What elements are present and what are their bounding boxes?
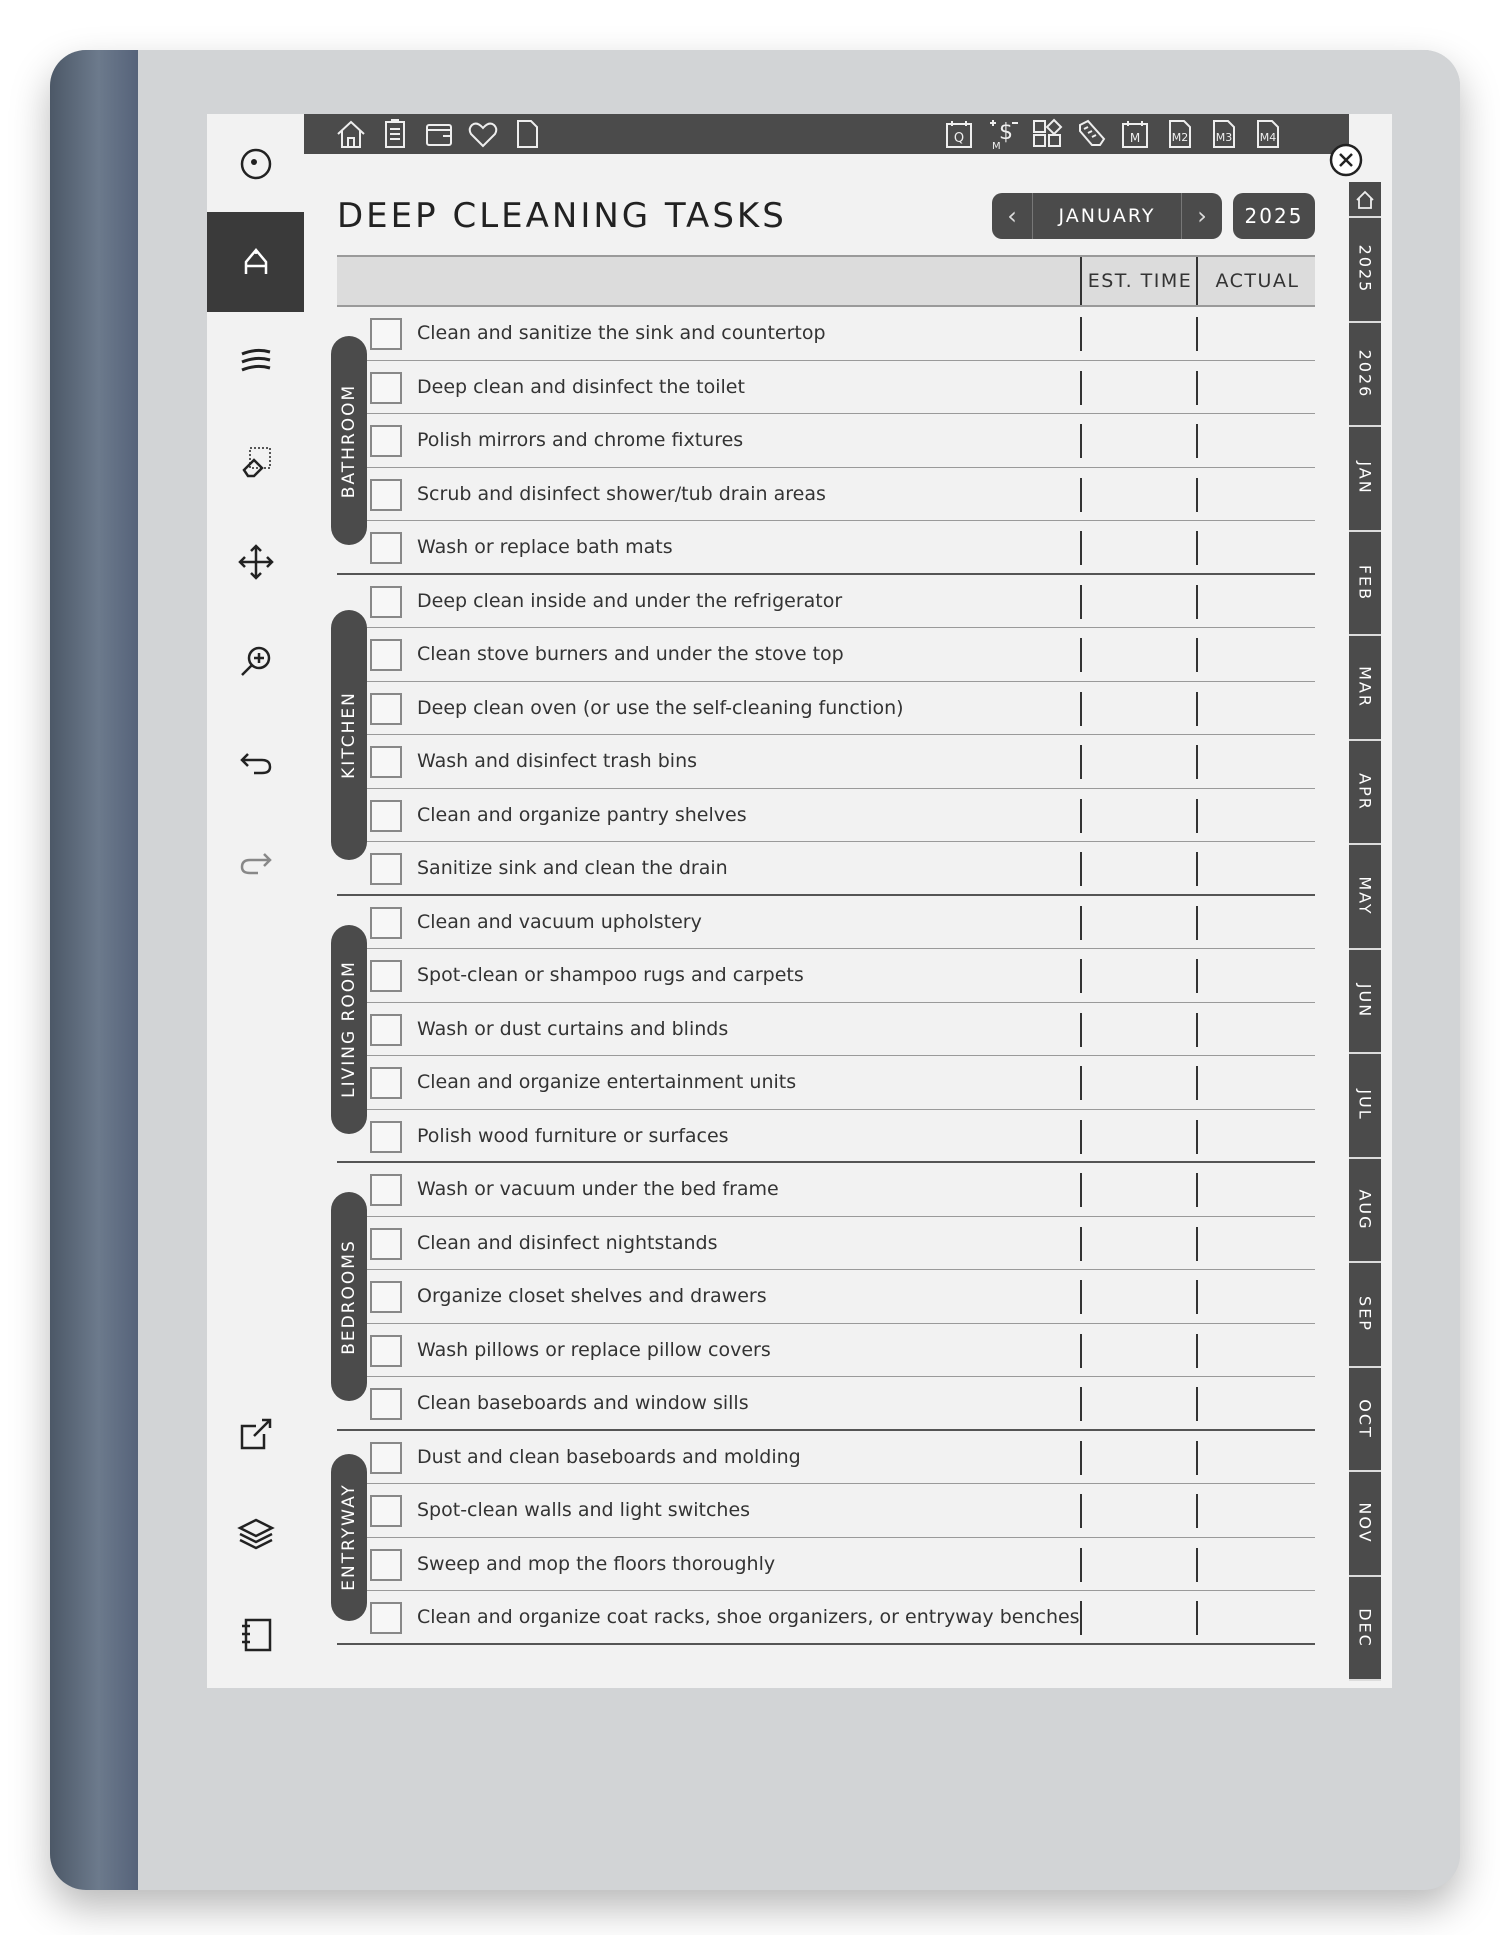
table-header: [337, 255, 1315, 307]
task-checkbox[interactable]: [370, 1281, 402, 1313]
est-time-cell[interactable]: [1080, 745, 1082, 779]
task-label: Clean and sanitize the sink and countertop: [417, 322, 826, 344]
est-time-cell[interactable]: [1080, 1120, 1082, 1154]
est-time-cell[interactable]: [1080, 1066, 1082, 1100]
device-spine: [50, 50, 138, 1890]
svg-text:M3: M3: [1215, 131, 1233, 144]
task-checkbox[interactable]: [370, 1549, 402, 1581]
task-label: Spot-clean or shampoo rugs and carpets: [417, 964, 804, 986]
money-icon[interactable]: [986, 117, 1020, 151]
table-row: [337, 1217, 1315, 1271]
actual-cell[interactable]: [1196, 1441, 1198, 1475]
month-icon[interactable]: [1118, 117, 1152, 151]
side-tab[interactable]: [1349, 1472, 1381, 1577]
est-time-cell[interactable]: [1080, 1280, 1082, 1314]
task-label: Dust and clean baseboards and molding: [417, 1445, 801, 1468]
task-checkbox[interactable]: [370, 907, 402, 939]
zoom-tool-button[interactable]: [207, 612, 304, 712]
side-tab-label: SEP: [1355, 1296, 1375, 1333]
next-month-button[interactable]: [1182, 193, 1222, 239]
est-time-cell[interactable]: [1080, 1227, 1082, 1261]
prev-month-button[interactable]: [992, 193, 1032, 239]
side-tab-label: OCT: [1355, 1398, 1375, 1439]
table-row: [337, 1591, 1315, 1645]
redo-button[interactable]: [207, 812, 304, 912]
home-icon[interactable]: [334, 117, 368, 151]
brush-strokes-icon: [236, 342, 276, 382]
task-label: Clean and organize coat racks, shoe organizers, or entryway benches: [417, 1606, 1080, 1628]
side-tab-label: 2025: [1355, 244, 1375, 294]
month3-icon[interactable]: [1206, 117, 1240, 151]
actual-cell[interactable]: [1196, 906, 1198, 940]
task-label: Clean and disinfect nightstands: [417, 1231, 718, 1254]
task-checkbox[interactable]: [370, 800, 402, 832]
home-icon: [1349, 182, 1381, 218]
notebook-button[interactable]: [207, 1584, 304, 1684]
task-label: Wash and disinfect trash bins: [417, 750, 698, 772]
left-toolbar: [207, 114, 304, 1688]
task-checkbox[interactable]: [370, 425, 402, 457]
est-time-cell[interactable]: [1080, 799, 1082, 833]
task-checkbox[interactable]: [370, 1121, 402, 1153]
task-checkbox[interactable]: [370, 318, 402, 350]
year-button[interactable]: 2025: [1233, 193, 1315, 239]
side-tab-label: APR: [1355, 772, 1375, 811]
actual-cell[interactable]: [1196, 371, 1198, 405]
est-time-cell[interactable]: [1080, 638, 1082, 672]
side-tab[interactable]: [1349, 1159, 1381, 1264]
eraser-icon: [236, 442, 276, 482]
habits-icon[interactable]: [1074, 117, 1108, 151]
table-row: [337, 842, 1315, 896]
table-row: [337, 1431, 1315, 1485]
task-checkbox[interactable]: [370, 746, 402, 778]
est-time-cell[interactable]: [1080, 585, 1082, 619]
pen-icon: [236, 242, 276, 282]
table-row: [337, 896, 1315, 950]
redo-icon: [236, 842, 276, 882]
actual-cell[interactable]: [1196, 1227, 1198, 1261]
side-tab[interactable]: [1349, 636, 1381, 741]
side-tab-label: AUG: [1355, 1189, 1375, 1231]
zoom-icon: [236, 642, 276, 682]
task-label: Polish mirrors and chrome fixtures: [417, 429, 744, 451]
task-checkbox[interactable]: [370, 1602, 402, 1634]
layers-button[interactable]: [207, 1484, 304, 1584]
eraser-tool-button[interactable]: [207, 412, 304, 512]
task-checkbox[interactable]: [370, 1442, 402, 1474]
svg-text:$: $: [999, 120, 1013, 145]
close-icon[interactable]: [1328, 142, 1364, 178]
task-checkbox[interactable]: [370, 693, 402, 725]
side-tab[interactable]: [1349, 427, 1381, 532]
actual-cell[interactable]: [1196, 585, 1198, 619]
month2-icon[interactable]: [1162, 117, 1196, 151]
side-tab[interactable]: [1349, 323, 1381, 428]
actual-cell[interactable]: [1196, 1387, 1198, 1421]
table-row: [337, 361, 1315, 415]
est-time-cell[interactable]: [1080, 1013, 1082, 1047]
est-time-cell[interactable]: [1080, 852, 1082, 886]
table-row: [337, 1324, 1315, 1378]
task-checkbox[interactable]: [370, 1495, 402, 1527]
task-checkbox[interactable]: [370, 1335, 402, 1367]
table-row: [337, 1163, 1315, 1217]
est-time-cell[interactable]: [1080, 531, 1082, 565]
actual-cell[interactable]: [1196, 1548, 1198, 1582]
menu-button[interactable]: [207, 114, 304, 214]
table-row: [337, 682, 1315, 736]
month4-icon[interactable]: [1250, 117, 1284, 151]
wallet-icon[interactable]: [422, 117, 456, 151]
task-checkbox[interactable]: [370, 639, 402, 671]
actual-cell[interactable]: [1196, 424, 1198, 458]
side-tab-label: MAR: [1355, 666, 1375, 709]
share-icon: [236, 1414, 276, 1454]
actual-cell[interactable]: [1196, 531, 1198, 565]
est-time-cell[interactable]: [1080, 959, 1082, 993]
task-checkbox[interactable]: [370, 1388, 402, 1420]
table-row: [337, 628, 1315, 682]
section-name: BATHROOM: [339, 383, 359, 498]
task-label: Wash pillows or replace pillow covers: [417, 1338, 771, 1361]
table-row: [337, 1538, 1315, 1592]
actual-cell[interactable]: [1196, 799, 1198, 833]
table-row: [337, 1270, 1315, 1324]
section-name: LIVING ROOM: [339, 960, 359, 1099]
table-row: [337, 575, 1315, 629]
est-time-cell[interactable]: [1080, 478, 1082, 512]
side-tab-label: DEC: [1355, 1607, 1375, 1648]
est-time-cell[interactable]: [1080, 1494, 1082, 1528]
task-checkbox[interactable]: [370, 853, 402, 885]
actual-cell[interactable]: [1196, 638, 1198, 672]
est-time-cell[interactable]: [1080, 1173, 1082, 1207]
move-tool-button[interactable]: [207, 512, 304, 612]
table-row: [337, 1377, 1315, 1431]
est-time-cell[interactable]: [1080, 692, 1082, 726]
est-time-cell[interactable]: [1080, 1387, 1082, 1421]
task-checkbox[interactable]: [370, 960, 402, 992]
actual-cell[interactable]: [1196, 1334, 1198, 1368]
est-time-cell[interactable]: [1080, 1601, 1082, 1635]
heart-icon[interactable]: [466, 117, 500, 151]
side-tab-label: NOV: [1355, 1502, 1375, 1544]
task-label: Organize closet shelves and drawers: [417, 1285, 767, 1307]
side-tab[interactable]: [1349, 950, 1381, 1055]
task-label: Clean and vacuum upholstery: [417, 910, 702, 933]
section-name: KITCHEN: [339, 691, 359, 779]
task-label: Deep clean inside and under the refrigerator: [417, 589, 843, 612]
table-row: [337, 521, 1315, 575]
est-time-cell[interactable]: [1080, 1548, 1082, 1582]
actual-cell[interactable]: [1196, 1173, 1198, 1207]
top-nav-bar: [304, 114, 1349, 154]
est-time-cell[interactable]: [1080, 371, 1082, 405]
task-label: Sweep and mop the floors thoroughly: [417, 1552, 776, 1575]
task-label: Deep clean oven (or use the self-cleaning function): [417, 696, 904, 719]
side-tab-label: JUN: [1355, 983, 1375, 1018]
move-icon: [236, 542, 276, 582]
section-name: BEDROOMS: [339, 1238, 359, 1355]
actual-cell[interactable]: [1196, 1494, 1198, 1528]
est-time-cell[interactable]: [1080, 317, 1082, 351]
task-label: Clean baseboards and window sills: [417, 1392, 749, 1414]
month-selector: [992, 193, 1222, 239]
task-checkbox[interactable]: [370, 1228, 402, 1260]
actual-cell[interactable]: [1196, 852, 1198, 886]
undo-button[interactable]: [207, 712, 304, 812]
task-checkbox[interactable]: [370, 1174, 402, 1206]
est-time-cell[interactable]: [1080, 1334, 1082, 1368]
actual-cell[interactable]: [1196, 1120, 1198, 1154]
side-tab-label: FEB: [1355, 564, 1375, 601]
est-time-cell[interactable]: [1080, 1441, 1082, 1475]
chevron-right-icon: ›: [1197, 202, 1207, 230]
task-label: Wash or replace bath mats: [417, 536, 673, 558]
svg-text:M4: M4: [1259, 131, 1277, 144]
task-checkbox[interactable]: [370, 1067, 402, 1099]
side-tab[interactable]: [1349, 741, 1381, 846]
task-label: Wash or vacuum under the bed frame: [417, 1178, 779, 1200]
side-tab-label: MAY: [1355, 876, 1375, 916]
section-label: [331, 336, 367, 545]
actual-header: ACTUAL: [1196, 257, 1317, 305]
table-row: [337, 949, 1315, 1003]
side-tab[interactable]: [1349, 1263, 1381, 1368]
page-icon[interactable]: [510, 117, 544, 151]
svg-text:Q: Q: [953, 131, 965, 146]
section-label: [331, 610, 367, 860]
notebook-icon: [236, 1614, 276, 1654]
task-label: Clean and organize pantry shelves: [417, 803, 747, 826]
pen-tool-button[interactable]: [207, 212, 304, 312]
task-checkbox[interactable]: [370, 586, 402, 618]
chevron-left-icon: ‹: [1007, 202, 1017, 230]
task-label: Sanitize sink and clean the drain: [417, 857, 728, 879]
task-label: Polish wood furniture or surfaces: [417, 1124, 729, 1147]
est-time-cell[interactable]: [1080, 424, 1082, 458]
table-row: [337, 1110, 1315, 1164]
est-time-cell[interactable]: [1080, 906, 1082, 940]
menu-circle-icon: [236, 144, 276, 184]
side-tab[interactable]: [1349, 218, 1381, 323]
svg-text:M2: M2: [1171, 131, 1189, 144]
table-row: [337, 307, 1315, 361]
table-row: [337, 1003, 1315, 1057]
section-label: [331, 925, 367, 1134]
est-time-header: EST. TIME: [1080, 257, 1198, 305]
quarter-icon[interactable]: [942, 117, 976, 151]
task-label: Scrub and disinfect shower/tub drain areas: [417, 482, 826, 505]
task-checkbox[interactable]: [370, 1014, 402, 1046]
task-checkbox[interactable]: [370, 479, 402, 511]
brush-tool-button[interactable]: [207, 312, 304, 412]
undo-icon: [236, 742, 276, 782]
side-tab-home[interactable]: [1349, 182, 1381, 218]
section-name: ENTRYWAY: [339, 1483, 359, 1592]
actual-cell[interactable]: [1196, 1280, 1198, 1314]
side-tab-label: JAN: [1355, 461, 1375, 495]
section-label: [331, 1192, 367, 1401]
section-label: [331, 1454, 367, 1621]
table-row: [337, 789, 1315, 843]
notes-icon[interactable]: [378, 117, 412, 151]
side-tab[interactable]: [1349, 1577, 1381, 1682]
task-label: Clean and organize entertainment units: [417, 1071, 797, 1093]
svg-text:M: M: [992, 141, 1001, 151]
tablet-screen: [207, 114, 1392, 1688]
actual-cell[interactable]: [1196, 478, 1198, 512]
side-tab[interactable]: [1349, 845, 1381, 950]
page-title: DEEP CLEANING TASKS: [337, 196, 787, 236]
side-tab-label: 2026: [1355, 349, 1375, 399]
actual-cell[interactable]: [1196, 1066, 1198, 1100]
task-checkbox[interactable]: [370, 532, 402, 564]
actual-cell[interactable]: [1196, 745, 1198, 779]
layers-icon: [236, 1514, 276, 1554]
svg-text:M: M: [1129, 131, 1141, 145]
task-checkbox[interactable]: [370, 372, 402, 404]
actual-cell[interactable]: [1196, 692, 1198, 726]
month-label[interactable]: JANUARY: [1032, 193, 1182, 239]
side-tab-label: JUL: [1355, 1089, 1375, 1121]
task-label: Spot-clean walls and light switches: [417, 1499, 751, 1521]
task-label: Wash or dust curtains and blinds: [417, 1017, 729, 1040]
task-label: Deep clean and disinfect the toilet: [417, 375, 745, 398]
side-tab[interactable]: [1349, 1054, 1381, 1159]
actual-cell[interactable]: [1196, 1601, 1198, 1635]
table-row: [337, 735, 1315, 789]
table-row: [337, 1056, 1315, 1110]
actual-cell[interactable]: [1196, 959, 1198, 993]
table-row: [337, 414, 1315, 468]
side-tab[interactable]: [1349, 1368, 1381, 1473]
task-label: Clean stove burners and under the stove top: [417, 643, 844, 665]
side-tab[interactable]: [1349, 532, 1381, 637]
actual-cell[interactable]: [1196, 1013, 1198, 1047]
widgets-icon[interactable]: [1030, 117, 1064, 151]
table-row: [337, 468, 1315, 522]
actual-cell[interactable]: [1196, 317, 1198, 351]
share-button[interactable]: [207, 1384, 304, 1484]
table-row: [337, 1484, 1315, 1538]
